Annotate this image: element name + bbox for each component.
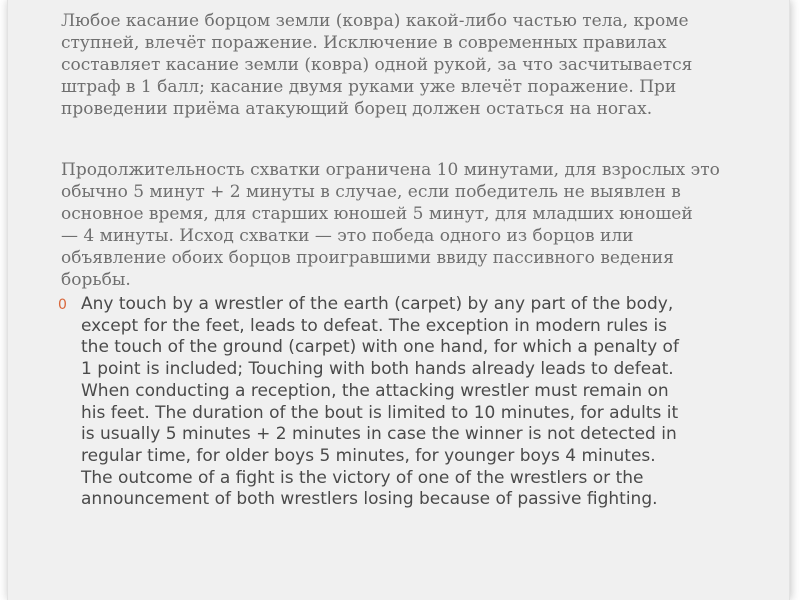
english-paragraph-translation: Any touch by a wrestler of the earth (carpet) by any part of the body, except for the feet, leads to defeat. The exception in modern rules is the touch of the ground (carpet) with one hand, for which a penalty of 1 point is included; Touching with both hands already leads to defeat. When conducting a reception, the attacking wrestler must remain on his feet. The duration of the bout is limited to 10 minutes, for adults it is usually 5 minutes + 2 minutes in case the winner is not detected in regular time, for older boys 5 minutes, for younger boys 4 minutes. The outcome of a fight is the victory of one of the wrestlers or the announcement of both wrestlers losing because of passive fighting. xyxy=(81,294,679,510)
slide-content xyxy=(8,0,789,600)
bullet-marker-icon: 0 xyxy=(58,297,67,313)
russian-paragraph-duration: Продолжительность схватки ограничена 10 минутами, для взрослых это обычно 5 минут + 2 минуты в случае, если победитель не выявлен в основное время, для старших юношей 5 минут, для младших юношей — 4 минуты. Исход схватки — это победа одного из борцов или объявление обоих борцов проигравшими ввиду пассивного ведения борьбы. xyxy=(61,160,720,290)
russian-paragraph-rules: Любое касание борцом земли (ковра) какой-либо частью тела, кроме ступней, влечёт поражение. Исключение в современных правилах составляет касание земли (ковра) одной рукой, за что засчитывается штраф в 1 балл; касание двумя руками уже влечёт поражение. При проведении приёма атакующий борец должен остаться на ногах. xyxy=(61,11,693,119)
